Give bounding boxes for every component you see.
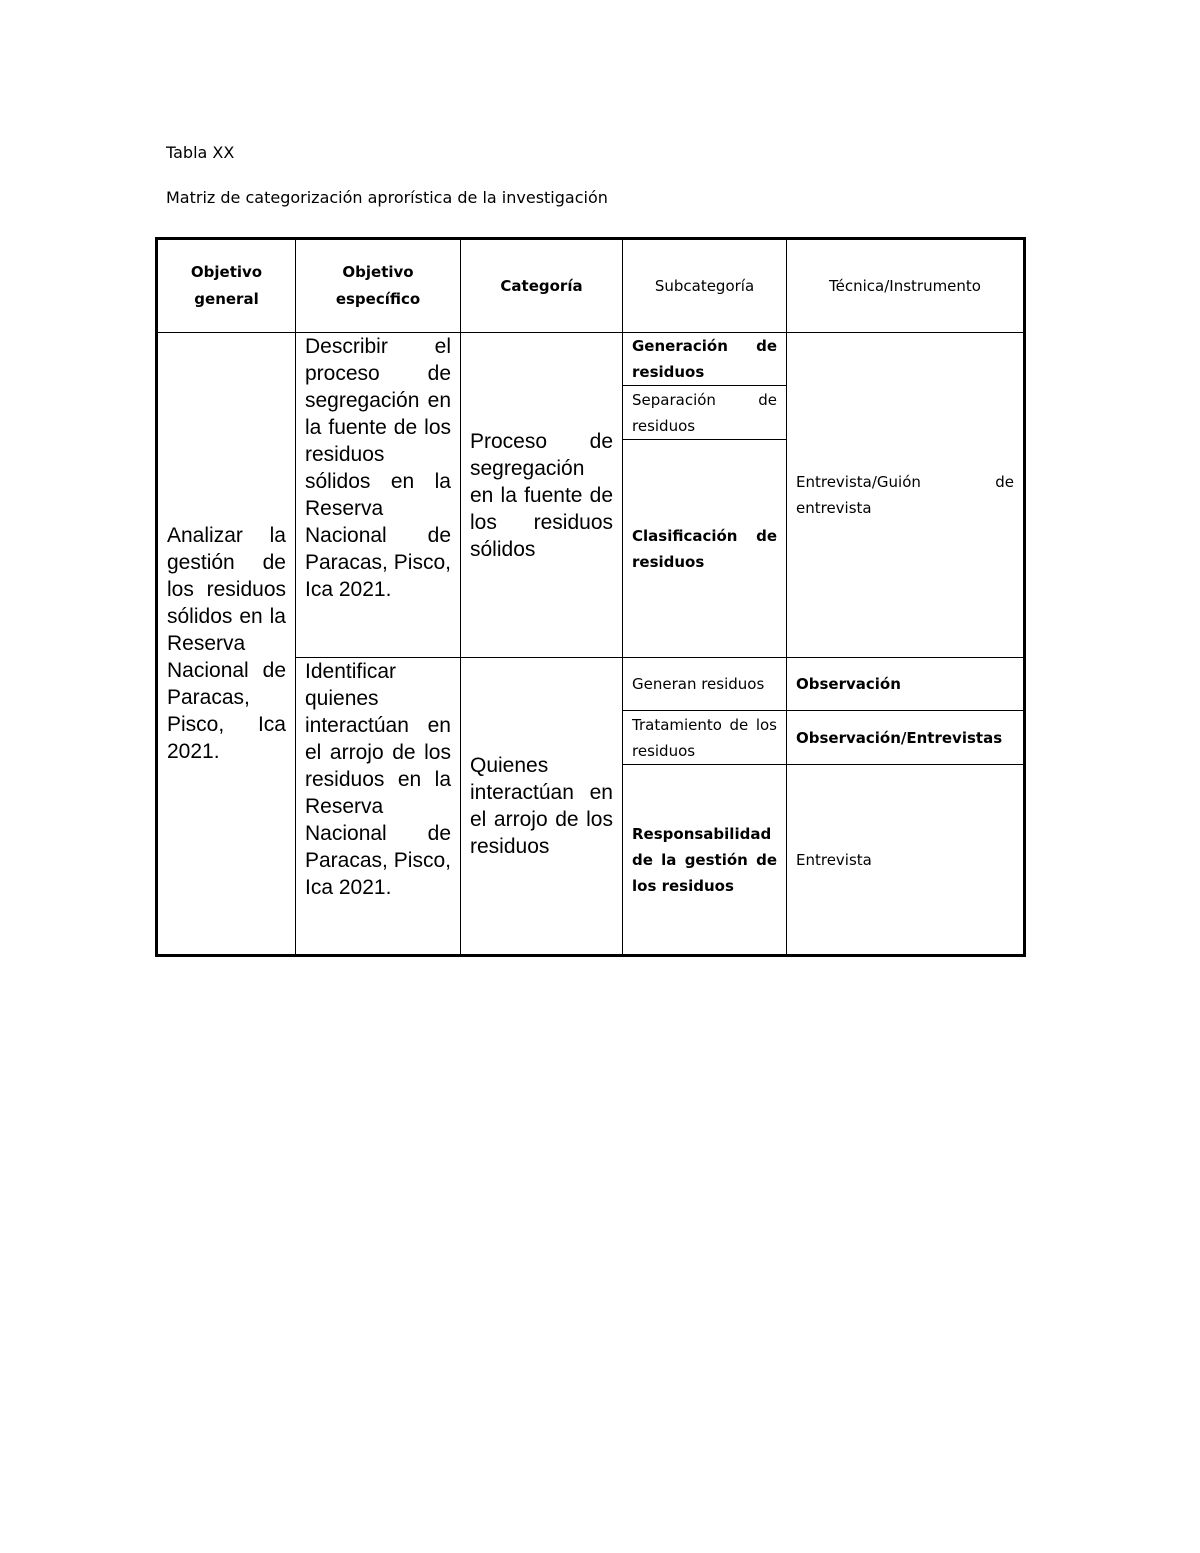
objetivo-especifico-cell-2: Identificar quienes interactúan en el arrojo de los residuos en la Reserva Nacional de Paracas, Pisco, Ica 2021. [296,658,461,956]
subcategoria-cell: Generación de residuos [623,333,787,386]
tecnica-cell-2: Observación [787,658,1025,711]
subcategoria-cell: Clasificación de residuos [623,440,787,658]
objetivo-general-cell: Analizar la gestión de los residuos sólidos en la Reserva Nacional de Paracas, Pisco, Ica 2021. [157,333,296,956]
header-objetivo-general: Objetivo general [157,239,296,333]
subcategoria-cell: Responsabilidad de la gestión de los residuos [623,765,787,956]
header-subcategoria: Subcategoría [623,239,787,333]
header-categoria: Categoría [461,239,623,333]
objetivo-especifico-cell-1: Describir el proceso de segregación en la fuente de los residuos sólidos en la Reserva Nacional de Paracas, Pisco, Ica 2021. [296,333,461,658]
table-caption: Matriz de categorización aprorística de la investigación [166,188,608,207]
header-row [157,239,1025,333]
header-tecnica-instrumento: Técnica/Instrumento [787,239,1025,333]
table-row [157,333,1025,386]
categoria-cell-2: Quienes interactúan en el arrojo de los residuos [461,658,623,956]
tecnica-cell-3: Observación/Entrevistas [787,711,1025,765]
tecnica-cell-4: Entrevista [787,765,1025,956]
categoria-cell-1: Proceso de segregación en la fuente de los residuos sólidos [461,333,623,658]
subcategoria-cell: Tratamiento de los residuos [623,711,787,765]
categorization-matrix-table [155,237,1026,957]
subcategoria-cell: Separación de residuos [623,386,787,440]
tecnica-cell-1: Entrevista/Guión de entrevista [787,333,1025,658]
header-objetivo-especifico: Objetivo específico [296,239,461,333]
subcategoria-cell: Generan residuos [623,658,787,711]
table-label: Tabla XX [166,143,235,162]
